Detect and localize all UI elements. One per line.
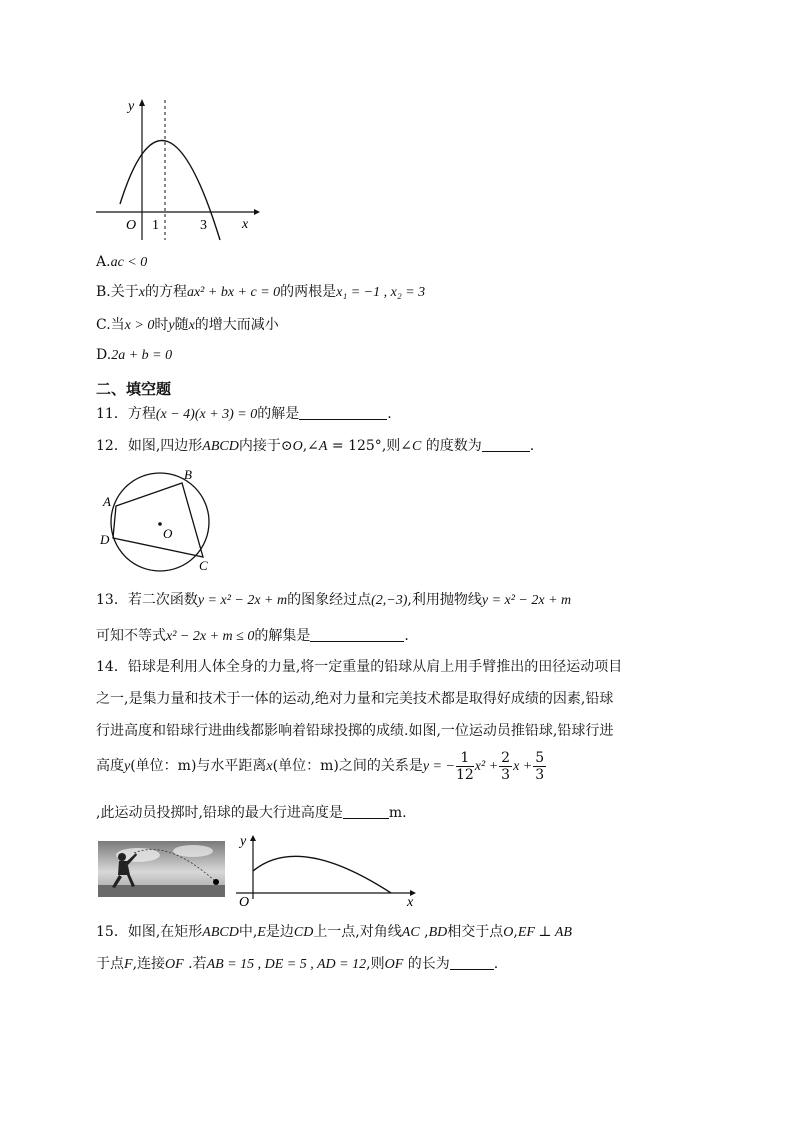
parabola-graph <box>94 94 264 244</box>
answer-blank-12[interactable] <box>482 437 530 452</box>
shot-put-illustration <box>98 841 225 897</box>
question-14-line-2: 之一,是集力量和技术于一体的运动,绝对力量和完美技术都是取得好成绩的因素,铅球 <box>96 691 614 707</box>
question-15-line-2: 于点F,连接OF .若AB = 15 , DE = 5 , AD = 12,则OF 的长为 . <box>96 956 499 972</box>
label-a: A <box>103 494 111 509</box>
trajectory-graph <box>232 833 422 909</box>
question-12: 12．如图,四边形ABCD内接于⊙O,∠A = 125°,则∠C 的度数为 . <box>96 438 535 454</box>
origin-label: O <box>126 218 137 233</box>
answer-blank-13[interactable] <box>310 627 404 642</box>
inscribed-quadrilateral-figure <box>96 466 226 576</box>
question-13-line-1: 13．若二次函数y = x² − 2x + m的图象经过点(2,−3),利用抛物线y = x² − 2x + m <box>96 592 572 608</box>
answer-blank-14[interactable] <box>343 804 389 819</box>
center-point <box>158 522 162 526</box>
y-label: y <box>240 834 247 849</box>
option-d: D.2a + b = 0 <box>96 347 173 363</box>
trajectory-curve <box>253 856 391 893</box>
y-axis-arrow <box>139 99 145 106</box>
question-11: 11．方程(x − 4)(x + 3) = 0的解是 . <box>96 406 392 422</box>
shot-put-ball <box>213 879 219 885</box>
option-a: A.ac < 0 <box>96 254 148 270</box>
label-c: C <box>199 558 208 573</box>
option-b: B.关于x的方程ax² + bx + c = 0的两根是x₁ = −1 , x₂ = 3 <box>96 284 426 300</box>
answer-blank-15[interactable] <box>450 955 494 970</box>
origin-label: O <box>239 895 250 909</box>
question-13-line-2: 可知不等式x² − 2x + m ≤ 0的解集是 . <box>96 628 409 644</box>
question-15-line-1: 15．如图,在矩形ABCD中,E是边CD上一点,对角线AC ,BD相交于点O,EF ⊥ AB <box>96 924 572 940</box>
quadrilateral-abcd <box>113 483 203 557</box>
tick-3-label: 3 <box>200 218 207 233</box>
option-c: C.当x > 0时y随x的增大而减小 <box>96 317 279 333</box>
x-axis-arrow <box>254 209 260 215</box>
question-14-line-5: ,此运动员投掷时,铅球的最大行进高度是 m. <box>96 805 407 821</box>
question-14-line-1: 14．铅球是利用人体全身的力量,将一定重量的铅球从肩上用手臂推出的田径运动项目 <box>96 659 623 675</box>
fraction-2-3: $\frac{2}{3}$ <box>501 749 511 783</box>
label-o: O <box>163 526 173 541</box>
answer-blank-11[interactable] <box>299 405 387 420</box>
question-14-line-3: 行进高度和铅球行进曲线都影响着铅球投掷的成绩.如图,一位运动员推铅球,铅球行进 <box>96 723 614 739</box>
fraction-5-3: $\frac{5}{3}$ <box>535 749 545 783</box>
fraction-1-12: $\frac{1}{12}$ <box>455 749 474 783</box>
question-14-line-4: 高度y(单位：m)与水平距离x(单位：m)之间的关系是y = − $\frac{1}{12}$ x² + $\frac{2}{3}$ x + $\frac{5}{3}$ <box>96 749 545 783</box>
y-axis-arrow <box>250 835 256 841</box>
circle-o <box>111 473 209 571</box>
label-b: B <box>184 467 192 482</box>
x-label: x <box>242 217 249 232</box>
section-heading: 二、填空题 <box>96 380 172 398</box>
x-label: x <box>407 895 414 909</box>
tick-1-label: 1 <box>152 218 159 233</box>
label-d: D <box>100 532 110 547</box>
y-label: y <box>128 99 135 114</box>
